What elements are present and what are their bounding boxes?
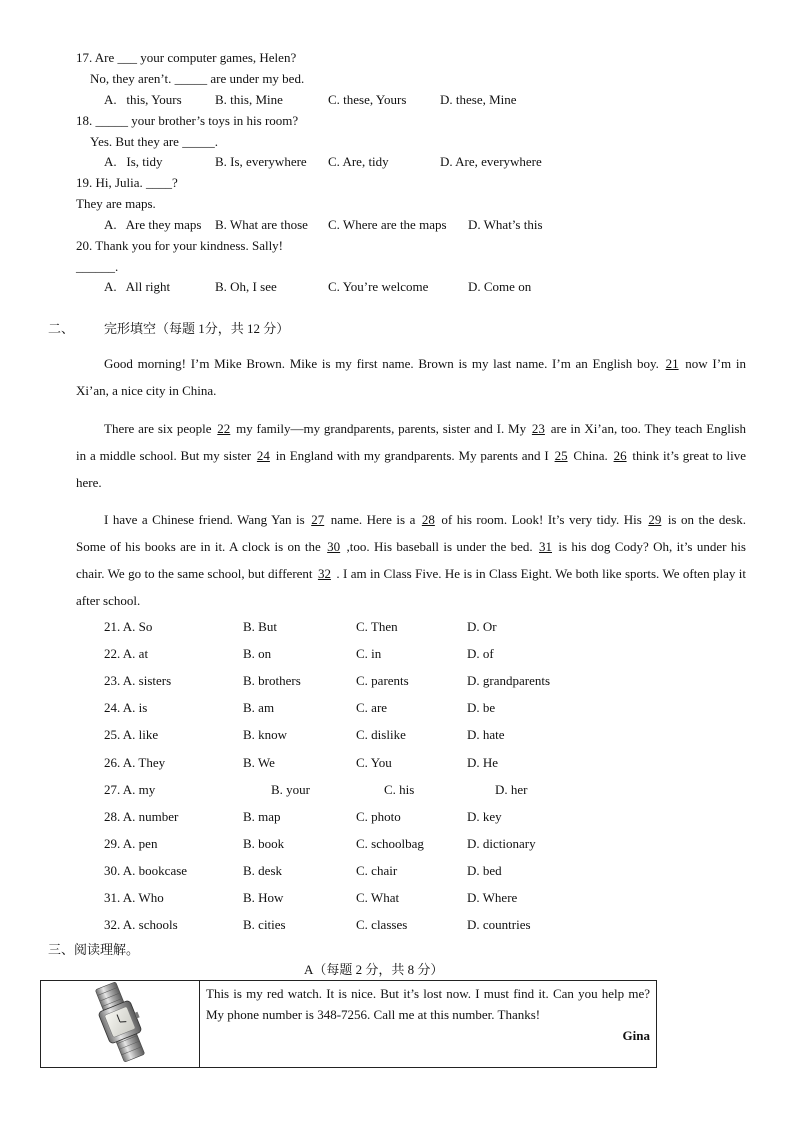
option-b: B. But (243, 619, 277, 634)
watch-image-cell (41, 981, 200, 1068)
option-a: 27. A. my (104, 782, 156, 797)
wristwatch-icon (41, 981, 199, 1063)
option-a: 21. A. So (104, 619, 153, 634)
option-d: D. key (467, 809, 502, 824)
option-d: D. Or (467, 619, 497, 634)
question-text: 18. _____ your brother’s toys in his room? (76, 113, 299, 128)
option-c: C. photo (356, 809, 401, 824)
option-d: D. Where (467, 890, 518, 905)
option-a: 30. A. bookcase (104, 863, 188, 878)
option-c: C. these, Yours (328, 92, 407, 107)
option-b: B. How (243, 890, 284, 905)
passage-paragraph-2: There are six people 22 my family—my grandparents, parents, sister and I. My 23 are in Xi’an, too. They teach English in a middle school. But my sister 24 in England with my grandparents. My parents and I 25 China. 26 think it’s great to live here. (76, 421, 746, 490)
option-b: B. this, Mine (215, 92, 283, 107)
option-d: D. her (495, 782, 528, 797)
section-title: 三、阅读理解。 (48, 942, 140, 957)
option-d: D. Are, everywhere (440, 154, 542, 169)
option-c: C. chair (356, 863, 398, 878)
option-c: C. Then (356, 619, 398, 634)
option-a: A. Are they maps (104, 217, 202, 232)
question-text: No, they aren’t. _____ are under my bed. (90, 71, 305, 86)
option-d: D. bed (467, 863, 502, 878)
option-d: D. of (467, 646, 494, 661)
blank-26: 26 (613, 448, 627, 463)
option-c: C. are (356, 700, 388, 715)
option-c: C. classes (356, 917, 408, 932)
question-text: 17. Are ___ your computer games, Helen? (76, 50, 297, 65)
blank-22: 22 (217, 421, 231, 436)
option-a: A. this, Yours (104, 92, 182, 107)
question-text: ______. (76, 259, 119, 274)
option-b: B. desk (243, 863, 282, 878)
option-d: D. dictionary (467, 836, 536, 851)
option-d: D. What’s this (468, 217, 543, 232)
section-number: 二、 (48, 321, 75, 336)
blank-30: 30 (327, 539, 341, 554)
option-c: C. schoolbag (356, 836, 424, 851)
option-a: 26. A. They (104, 755, 166, 770)
option-b: B. What are those (215, 217, 308, 232)
option-d: D. He (467, 755, 499, 770)
option-c: C. parents (356, 673, 409, 688)
blank-23: 23 (531, 421, 545, 436)
notice-text-cell (200, 981, 657, 1068)
blank-32: 32 (317, 566, 331, 581)
option-a: A. All right (104, 279, 171, 294)
option-a: 24. A. is (104, 700, 148, 715)
question-text: 20. Thank you for your kindness. Sally! (76, 238, 284, 253)
question-text: 19. Hi, Julia. ____? (76, 175, 178, 190)
blank-29: 29 (648, 512, 662, 527)
question-text: They are maps. (76, 196, 156, 211)
option-a: 29. A. pen (104, 836, 158, 851)
option-b: B. brothers (243, 673, 301, 688)
option-c: C. You’re welcome (328, 279, 429, 294)
option-c: C. You (356, 755, 392, 770)
option-a: 25. A. like (104, 727, 159, 742)
blank-27: 27 (311, 512, 325, 527)
notice-signature: Gina (622, 1028, 650, 1043)
option-a: 28. A. number (104, 809, 179, 824)
option-a: A. Is, tidy (104, 154, 163, 169)
blank-24: 24 (256, 448, 270, 463)
option-a: 22. A. at (104, 646, 149, 661)
option-a: 23. A. sisters (104, 673, 172, 688)
option-b: B. know (243, 727, 288, 742)
option-d: D. countries (467, 917, 531, 932)
option-b: B. on (243, 646, 272, 661)
option-d: D. grandparents (467, 673, 551, 688)
section-title: 完形填空（每题 1分，共 12 分） (104, 321, 290, 336)
option-d: D. hate (467, 727, 505, 742)
option-b: B. book (243, 836, 285, 851)
option-b: B. cities (243, 917, 286, 932)
option-c: C. Are, tidy (328, 154, 389, 169)
passage-paragraph-1: Good morning! I’m Mike Brown. Mike is my first name. Brown is my last name. I’m an English boy. 21 now I’m in Xi’an, a nice city in China. (76, 356, 746, 398)
option-d: D. these, Mine (440, 92, 517, 107)
option-d: D. be (467, 700, 496, 715)
option-c: C. his (384, 782, 415, 797)
option-b: B. We (243, 755, 275, 770)
option-b: B. your (271, 782, 310, 797)
blank-25: 25 (554, 448, 568, 463)
option-c: C. in (356, 646, 382, 661)
option-b: B. map (243, 809, 281, 824)
option-d: D. Come on (468, 279, 532, 294)
section-subtitle: A（每题 2 分，共 8 分） (304, 962, 444, 977)
blank-31: 31 (539, 539, 552, 554)
option-c: C. What (356, 890, 400, 905)
option-a: 31. A. Who (104, 890, 164, 905)
option-c: C. Where are the maps (328, 217, 447, 232)
lost-notice (40, 980, 657, 1068)
blank-28: 28 (421, 512, 435, 527)
option-c: C. dislike (356, 727, 406, 742)
notice-text: This is my red watch. It is nice. But it’s lost now. I must find it. Can you help me? My phone number is 348-7256. Call me at this number. Thanks! (206, 986, 650, 1022)
option-b: B. Oh, I see (215, 279, 277, 294)
option-b: B. Is, everywhere (215, 154, 307, 169)
option-b: B. am (243, 700, 275, 715)
option-a: 32. A. schools (104, 917, 178, 932)
question-text: Yes. But they are _____. (90, 134, 218, 149)
passage-paragraph-3: I have a Chinese friend. Wang Yan is 27 name. Here is a 28 of his room. Look! It’s very tidy. His 29 is on the desk. Some of his books are in it. A clock is on the 30 ,too. His baseball is under the bed. 31 is his dog Cody? Oh, it’s under his chair. We go to the same school, but different 32 . I am in Class Five. He is in Class Eight. We both like sports. We often play it after school. (76, 512, 746, 608)
blank-21: 21 (665, 356, 679, 371)
